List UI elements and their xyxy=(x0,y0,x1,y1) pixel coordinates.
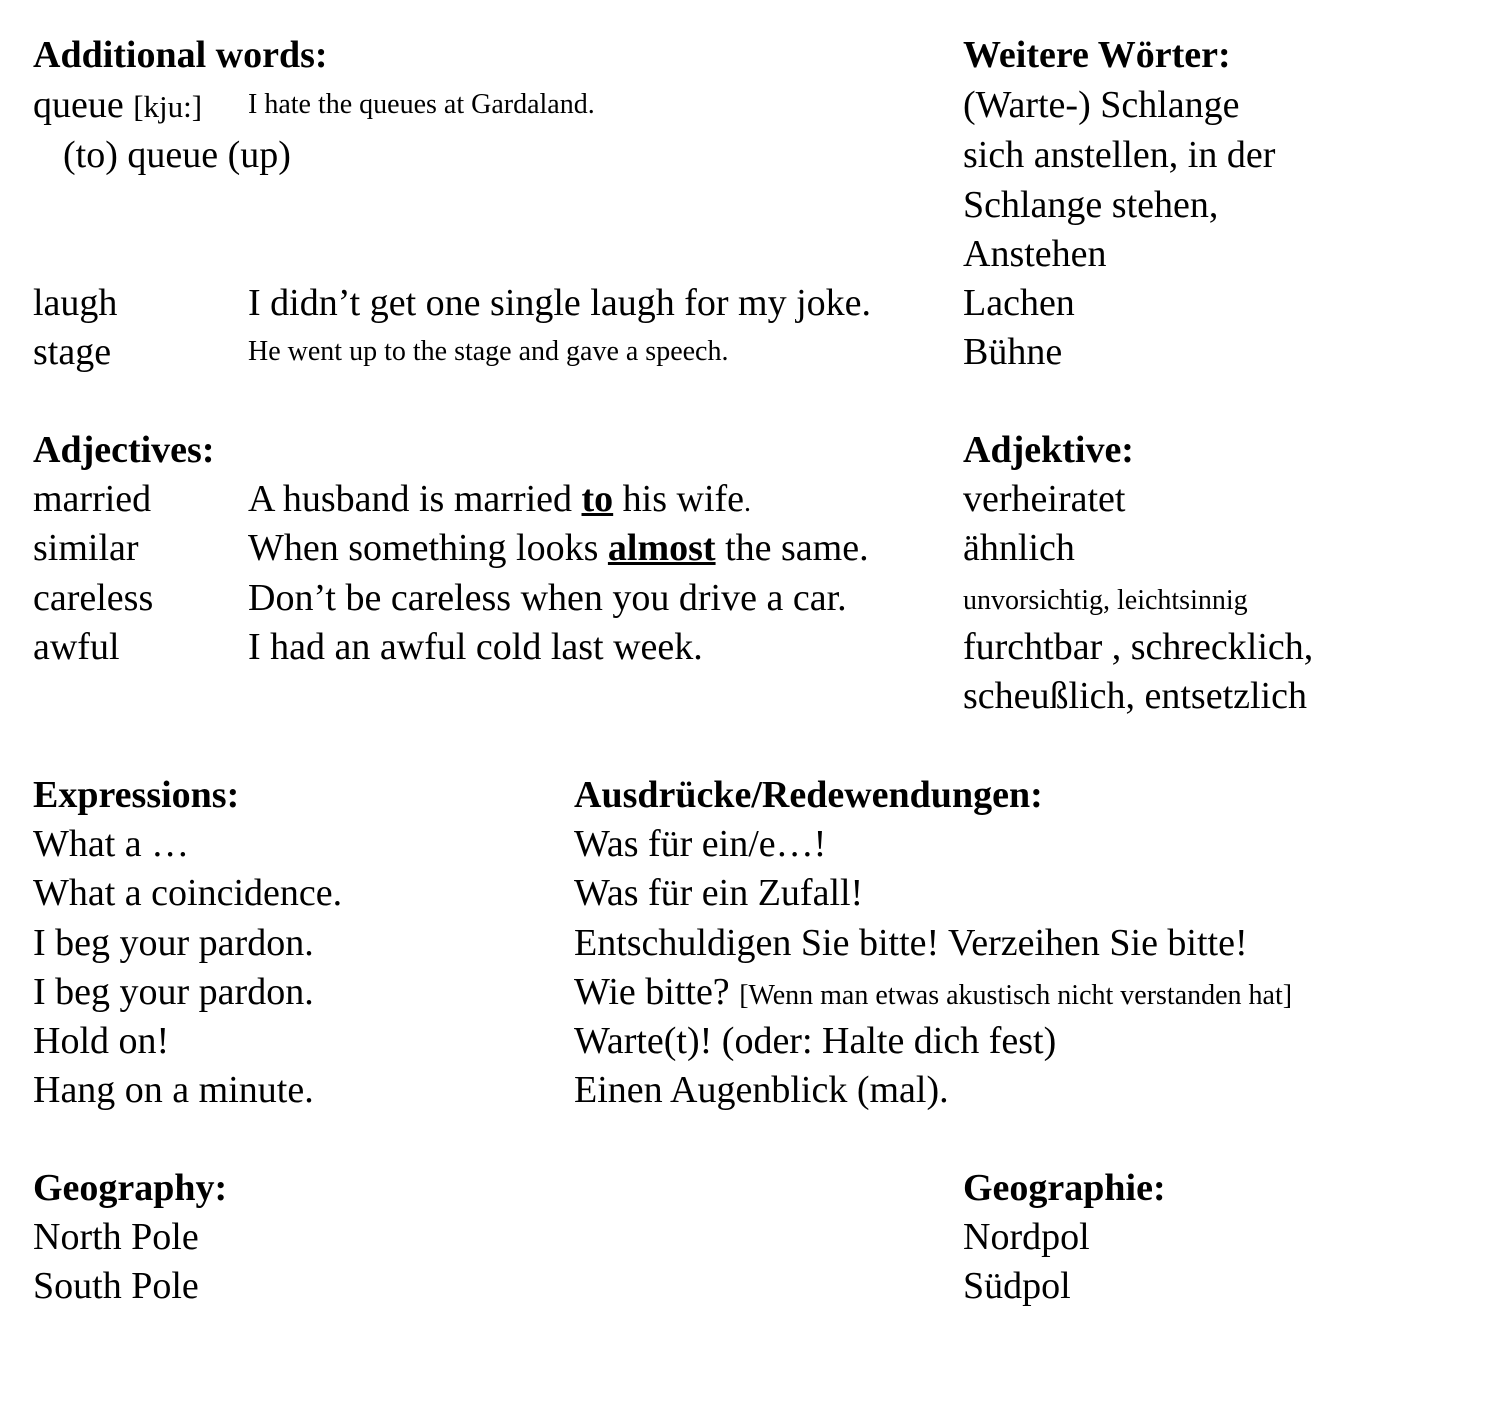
example-married-emphasis: to xyxy=(581,478,614,520)
translation-awful-line-1: furchtbar , schrecklich, xyxy=(963,626,1314,668)
expression-de: Was für ein Zufall! xyxy=(574,872,864,914)
example-married xyxy=(248,476,751,526)
heading-weitere-woerter: Weitere Wörter: xyxy=(963,34,1231,76)
example-married-post: his wife xyxy=(613,478,745,520)
expression-en: What a … xyxy=(33,823,190,865)
expression-en: What a coincidence. xyxy=(33,872,343,914)
example-similar-pre: When something looks xyxy=(248,527,608,569)
translation-to-queue-line-3: Anstehen xyxy=(963,233,1107,275)
translation-married: verheiratet xyxy=(963,478,1126,520)
translation-to-queue-line-1: sich anstellen, in der xyxy=(963,134,1276,176)
vocab-word-awful: awful xyxy=(33,626,120,668)
heading-adjektive: Adjektive: xyxy=(963,429,1134,471)
expression-en: Hang on a minute. xyxy=(33,1069,314,1111)
expression-en: I beg your pardon. xyxy=(33,971,314,1013)
example-careless: Don’t be careless when you drive a car. xyxy=(248,577,847,619)
heading-geographie: Geographie: xyxy=(963,1167,1166,1209)
translation-stage: Bühne xyxy=(963,331,1063,373)
vocab-word-married: married xyxy=(33,478,152,520)
expression-de: Einen Augenblick (mal). xyxy=(574,1069,949,1111)
translation-awful-line-2: scheußlich, entsetzlich xyxy=(963,675,1307,717)
expression-de: Was für ein/e…! xyxy=(574,823,827,865)
heading-expressions: Expressions: xyxy=(33,774,240,816)
expression-de xyxy=(574,969,1292,1019)
heading-adjectives: Adjectives: xyxy=(33,429,215,471)
geography-en: North Pole xyxy=(33,1216,199,1258)
expression-en: I beg your pardon. xyxy=(33,922,314,964)
expression-de: Warte(t)! (oder: Halte dich fest) xyxy=(574,1020,1057,1062)
translation-careless: unvorsichtig, leichtsinnig xyxy=(963,585,1248,616)
translation-similar: ähnlich xyxy=(963,527,1075,569)
expression-de: Entschuldigen Sie bitte! Verzeihen Sie bitte! xyxy=(574,922,1248,964)
vocab-word-stage: stage xyxy=(33,331,112,373)
phonetic-queue: [kju:] xyxy=(133,89,203,124)
vocab-word-careless: careless xyxy=(33,577,154,619)
geography-en: South Pole xyxy=(33,1265,199,1307)
vocab-word-laugh: laugh xyxy=(33,282,118,324)
heading-geography: Geography: xyxy=(33,1167,228,1209)
example-laugh: I didn’t get one single laugh for my joke. xyxy=(248,282,872,324)
example-similar xyxy=(248,525,869,571)
example-queue: I hate the queues at Gardaland. xyxy=(248,89,595,120)
translation-laugh: Lachen xyxy=(963,282,1075,324)
example-married-dot: . xyxy=(744,487,752,518)
vocab-word-to-queue: (to) queue (up) xyxy=(63,134,291,176)
example-stage: He went up to the stage and gave a speech. xyxy=(248,336,729,367)
vocab-word-similar: similar xyxy=(33,527,139,569)
expression-en: Hold on! xyxy=(33,1020,170,1062)
example-awful: I had an awful cold last week. xyxy=(248,626,703,668)
example-similar-post: the same. xyxy=(715,527,869,569)
translation-queue: (Warte-) Schlange xyxy=(963,84,1240,126)
example-married-pre: A husband is married xyxy=(248,478,582,520)
example-similar-emphasis: almost xyxy=(607,527,716,569)
vocab-word-queue xyxy=(33,82,202,130)
translation-to-queue-line-2: Schlange stehen, xyxy=(963,184,1219,226)
expression-de-note: [Wenn man etwas akustisch nicht verstanden hat] xyxy=(739,980,1293,1011)
geography-de: Nordpol xyxy=(963,1216,1090,1258)
expression-de-main: Wie bitte? xyxy=(574,971,730,1013)
heading-ausdruecke: Ausdrücke/Redewendungen: xyxy=(574,774,1043,816)
heading-additional-words: Additional words: xyxy=(33,34,328,76)
word-queue: queue xyxy=(33,84,124,126)
geography-de: Südpol xyxy=(963,1265,1071,1307)
